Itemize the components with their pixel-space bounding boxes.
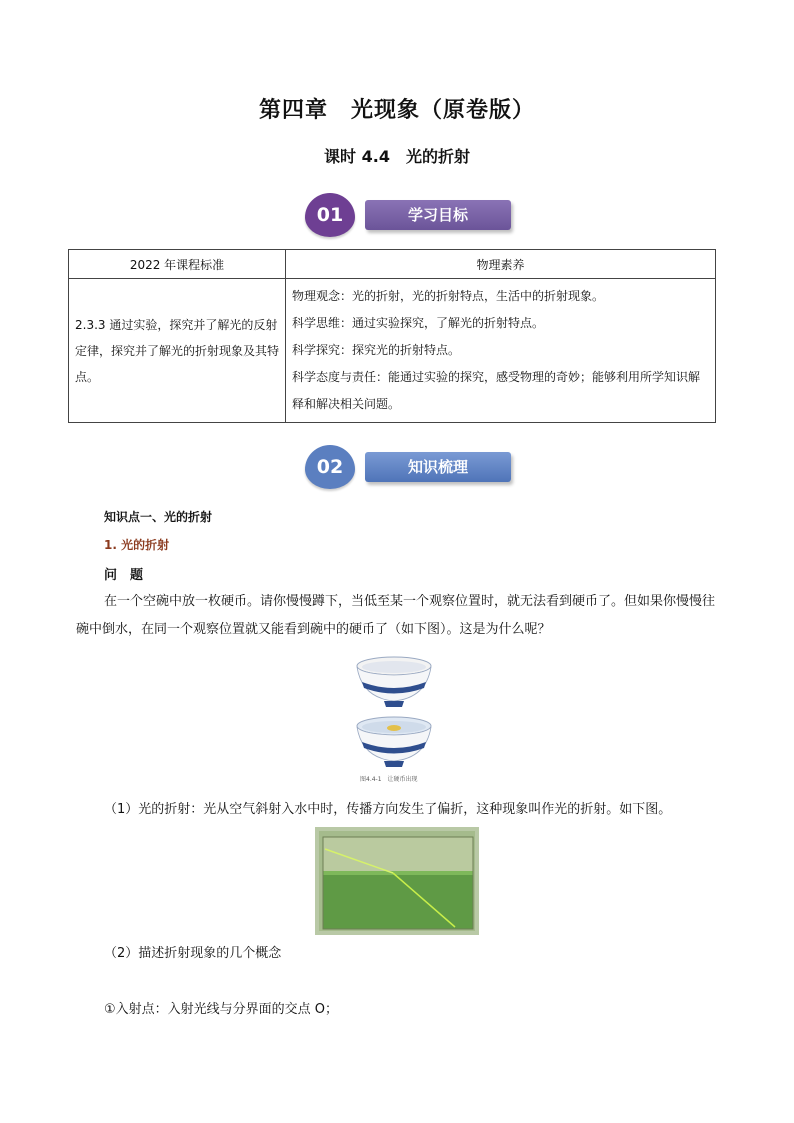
table-header-standard: 2022 年课程标准 — [69, 250, 286, 279]
section-badge-number: 01 — [305, 193, 355, 237]
standard-cell: 2.3.3 通过实验，探究并了解光的反射定律，探究并了解光的折射现象及其特点。 — [69, 279, 286, 423]
figure-caption: 图4.4-1 让硬币出现 — [360, 776, 418, 783]
knowledge-point-heading: 知识点一、光的折射 — [104, 510, 213, 524]
standards-table — [68, 249, 716, 423]
section-badge-number: 02 — [305, 445, 355, 489]
section-badge-objectives — [305, 193, 519, 245]
lesson-subtitle: 课时 4.4 光的折射 — [324, 147, 470, 166]
literacy-line: 科学思维：通过实验探究，了解光的折射特点。 — [292, 316, 545, 330]
section-badge-label: 学习目标 — [365, 200, 511, 230]
item-concepts: （2）描述折射现象的几个概念 — [104, 946, 282, 961]
section-badge-label: 知识梳理 — [365, 452, 511, 482]
literacy-line: 物理观念：光的折射，光的折射特点，生活中的折射现象。 — [292, 289, 605, 303]
item-refraction-definition: （1）光的折射：光从空气斜射入水中时，传播方向发生了偏折，这种现象叫作光的折射。如下图。 — [104, 802, 672, 817]
table-row — [69, 279, 716, 423]
bowl-coin-figure — [354, 654, 434, 774]
table-header-literacy: 物理素养 — [286, 250, 716, 279]
item-incident-point: ①入射点：入射光线与分界面的交点 O； — [104, 1002, 339, 1017]
section-badge-knowledge — [305, 445, 519, 497]
literacy-cell — [286, 279, 716, 423]
page-title: 第四章 光现象（原卷版） — [258, 98, 535, 123]
subheading: 1. 光的折射 — [104, 538, 170, 552]
table-header-row — [69, 250, 716, 279]
literacy-line: 科学探究：探究光的折射特点。 — [292, 343, 461, 357]
question-label: 问 题 — [104, 568, 144, 583]
refraction-tank-photo — [315, 827, 479, 935]
literacy-line: 科学态度与责任：能通过实验的探究，感受物理的奇妙；能够利用所学知识解释和解决相关问题。 — [292, 370, 701, 411]
question-text: 在一个空碗中放一枚硬币。请你慢慢蹲下，当低至某一个观察位置时，就无法看到硬币了。但如果你慢慢往碗中倒水，在同一个观察位置就又能看到碗中的硬币了（如下图）。这是为什么呢？ — [76, 594, 716, 637]
